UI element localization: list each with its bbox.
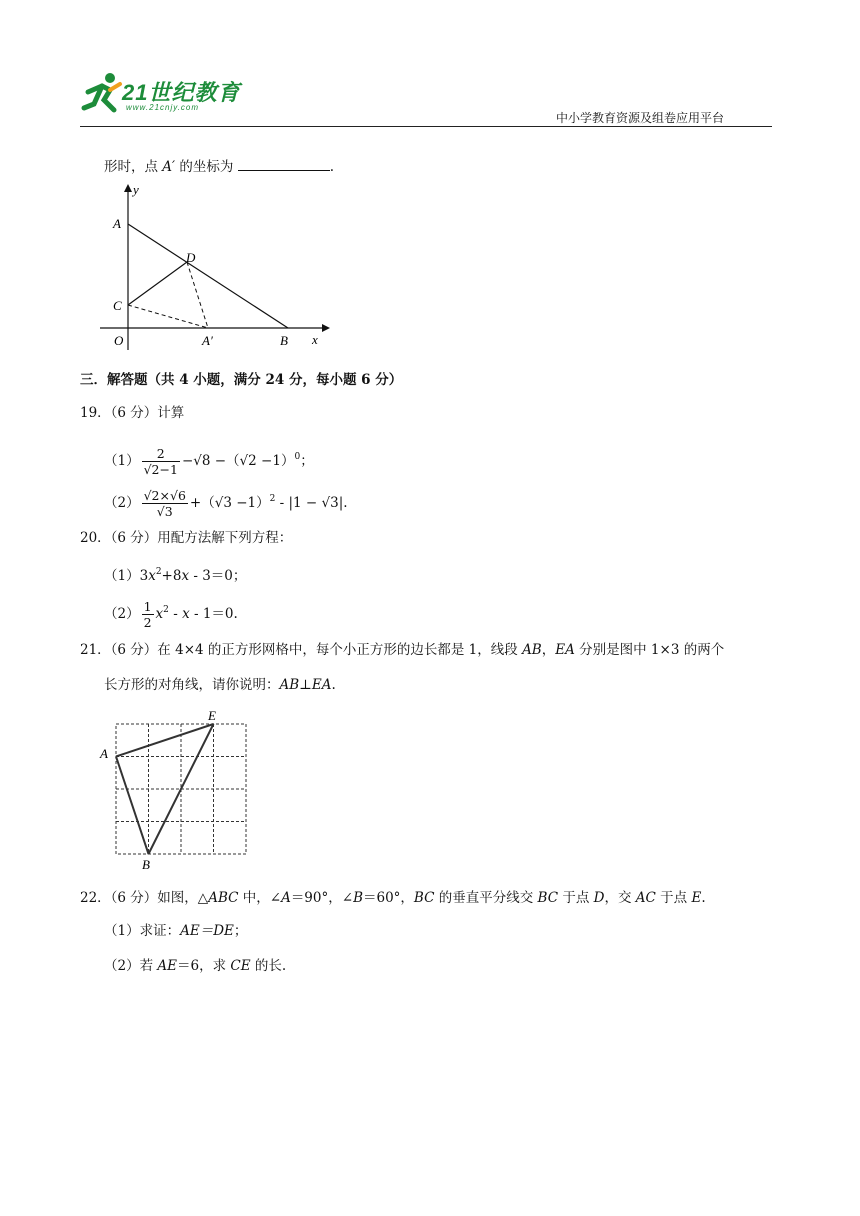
label-A-prime: A′ [202, 333, 213, 348]
q19-part2: （2） $\frac{√2\times√6}{√3}$ $+(√3 -1)^2 - |1 - √3|$. [104, 488, 348, 519]
header-divider [80, 126, 772, 127]
q19-part1: （1） $\frac{2}{√2-1}$ $-√8 -(√2 -1)^0$； [104, 446, 314, 477]
q21-line1: 21．（6 分）在 4×4 的正方形网格中，每个小正方形的边长都是 1，线段 AB，EA 分别是图中 1×3 的两个 [80, 642, 725, 658]
q20-stem: 20．（6 分）用配方法解下列方程： [80, 530, 293, 546]
label-C: C [113, 298, 122, 313]
label-E: E [208, 708, 216, 723]
y-axis-arrow [124, 184, 132, 192]
q21-line2: 长方形的对角线，请你说明：AB⊥EA. [104, 677, 336, 693]
label-B: B [142, 857, 150, 872]
segment-da-prime [187, 262, 208, 328]
label-y: y [133, 182, 139, 197]
x-axis-arrow [322, 324, 330, 332]
section-title: 三．解答题（共 4 小题，满分 24 分，每小题 6 分） [80, 372, 403, 388]
grid-figure [98, 706, 258, 872]
brand-name: 21世纪教育 [122, 80, 241, 105]
q22-part1: （1）求证：AE＝DE； [104, 923, 248, 939]
label-A: A [100, 746, 108, 761]
brand-url: www.21cnjy.com [126, 103, 199, 112]
segment-ca-prime [128, 305, 208, 328]
coordinate-figure [100, 182, 330, 352]
label-D: D [186, 250, 196, 265]
q18-tail: 形时，点 A′ 的坐标为 . [104, 156, 334, 177]
platform-name: 中小学教育资源及组卷应用平台 [556, 111, 725, 125]
label-O: O [114, 333, 124, 348]
label-A: A [113, 216, 121, 231]
q19-stem: 19．（6 分）计算 [80, 405, 185, 421]
segment-ab [128, 224, 288, 328]
segment-cd [128, 262, 187, 305]
runner-logo-icon [80, 70, 126, 114]
label-B: B [280, 333, 288, 348]
segment-ab [116, 757, 149, 855]
q20-part2: （2） $\frac{1}{2}$ $x^2 - x - 1=0$. [104, 599, 238, 630]
q22-stem: 22．（6 分）如图，△ABC 中，∠A＝90°，∠B＝60°，BC 的垂直平分线交 BC 于点 D，交 AC 于点 E. [80, 890, 706, 906]
q20-part1: $(1)3x^2+8x - 3=0$； [104, 567, 247, 584]
label-x: x [312, 332, 318, 347]
answer-blank[interactable] [238, 156, 330, 171]
q22-part2: （2）若 AE＝6，求 CE 的长. [104, 958, 287, 974]
